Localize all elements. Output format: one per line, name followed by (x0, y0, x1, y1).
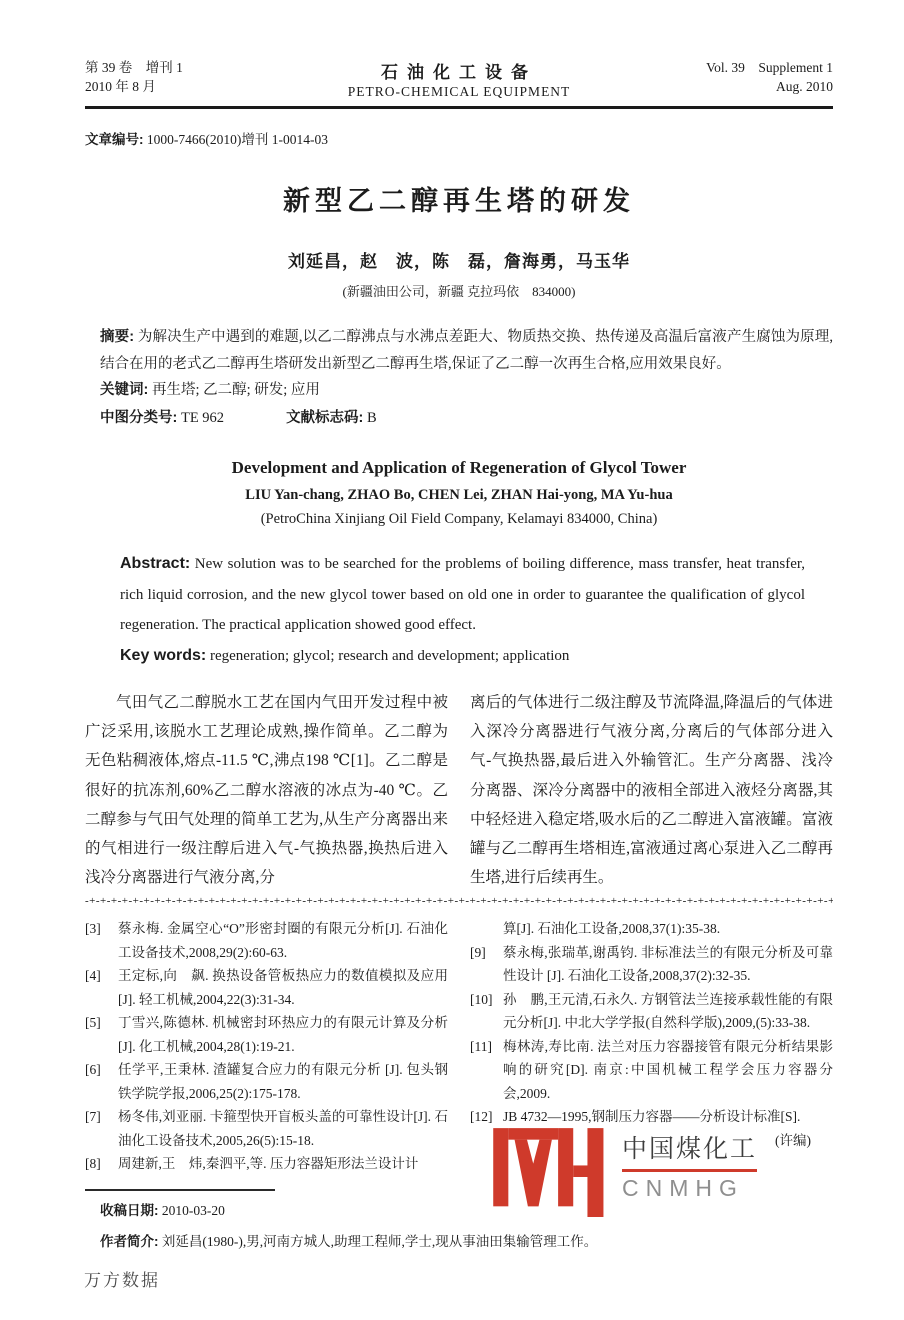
journal-volume-en-line2: Aug. 2010 (776, 79, 833, 94)
cnmhg-lettermark-icon (492, 1121, 610, 1217)
authors-cn: 刘延昌，赵 波，陈 磊，詹海勇，马玉华 (288, 252, 630, 271)
journal-volume-cn-line1: 第 39 卷 增刊 1 (85, 60, 183, 75)
abstract-cn-text: 为解决生产中遇到的难题,以乙二醇沸点与水沸点差距大、物质热交换、热传递及高温后富液产生腐蚀为原理,结合在用的老式乙二醇再生塔研发出新型乙二醇再生塔,保证了乙二醇一次再生合格,应用效果良好。 (100, 329, 833, 372)
body-columns (85, 688, 833, 892)
clc-line (85, 405, 833, 432)
reference-number: [7] (85, 1109, 101, 1125)
reference-item (85, 917, 448, 964)
reference-text: 杨冬伟,刘亚丽. 卡箍型快开盲板头盖的可靠性设计[J]. 石油化工设备技术,2005,26(5):15-18. (118, 1109, 448, 1148)
reference-number: [3] (85, 921, 101, 937)
footnote-rule (85, 1189, 275, 1191)
cnmhg-logo (492, 1121, 757, 1217)
cnmhg-logo-en: CNMHG (622, 1175, 744, 1201)
keywords-cn-text: 再生塔; 乙二醇; 研发; 应用 (148, 382, 320, 398)
paper-title-cn: 新型乙二醇再生塔的研发 (283, 186, 635, 216)
journal-volume-cn-line2: 2010 年 8 月 (85, 79, 156, 94)
journal-volume-en (663, 58, 833, 96)
reference-item (85, 1011, 448, 1058)
reference-item (85, 1105, 448, 1152)
article-number-line (85, 128, 833, 148)
reference-text: 任学平,王秉林. 渣罐复合应力的有限元分析 [J]. 包头钢铁学院学报,2006,25(2):175-178. (118, 1062, 448, 1101)
reference-text: 丁雪兴,陈德林. 机械密封环热应力的有限元计算及分析[J]. 化工机械,2004,28(1):19-21. (118, 1015, 448, 1054)
reference-text: 算[J]. 石油化工设备,2008,37(1):35-38. (503, 921, 721, 937)
body-text-right: 离后的气体进行二级注醇及节流降温,降温后的气体进入深冷分离器进行气液分离,分离后的气体部分进入气-气换热器,最后进入外输管汇。生产分离器、浅冷分离器、深冷分离器中的液相全部进入液烃分离器,其中轻烃进入稳定塔,吸水后的乙二醇进入富液罐。富液罐与乙二醇再生塔相连,富液通过离心泵进入乙二醇再生塔,进行后续再生。 (470, 694, 833, 887)
editor-note: (许编) (775, 1132, 811, 1148)
article-number-value: 1000-7466(2010)增刊 1-0014-03 (143, 132, 328, 147)
received-date-label: 收稿日期: (100, 1202, 159, 1218)
reference-item (85, 964, 448, 1011)
doc-code-value: B (363, 409, 377, 426)
reference-number: [4] (85, 968, 101, 984)
paper-title-en: Development and Application of Regeneration of Glycol Tower (231, 458, 687, 477)
clc-label: 中图分类号: (100, 409, 178, 426)
affiliation-en: (PetroChina Xinjiang Oil Field Company, Kelamayi 834000, China) (260, 511, 658, 527)
cnmhg-logo-text (622, 1121, 757, 1202)
reference-text: 蔡永梅. 金属空心“O”形密封圈的有限元分析[J]. 石油化工设备技术,2008,29(2):60-63. (118, 921, 448, 960)
reference-number: [5] (85, 1015, 101, 1031)
abstract-cn (85, 324, 833, 377)
reference-text: 周建新,王 炜,秦泗平,等. 压力容器矩形法兰设计计 (118, 1156, 419, 1172)
author-bio-line (85, 1231, 833, 1253)
received-date-value: 2010-03-20 (158, 1202, 225, 1218)
keywords-cn (85, 377, 833, 404)
reference-text: 梅林涛,寿比南. 法兰对压力容器接管有限元分析结果影响的研究[D]. 南京:中国机械工程学会压力容器分会,2009. (503, 1038, 833, 1101)
reference-text: JB 4732—1995,钢制压力容器——分析设计标准[S]. (503, 1109, 801, 1125)
journal-volume-en-line1: Vol. 39 Supplement 1 (706, 60, 833, 75)
journal-volume-cn (85, 58, 255, 96)
reference-item-continuation (470, 917, 833, 941)
journal-name-cn: 石油化工设备 (381, 63, 537, 82)
doc-code-label: 文献标志码: (286, 409, 364, 426)
journal-header (85, 58, 833, 100)
reference-text: 蔡永梅,张瑞革,谢禹钧. 非标准法兰的有限元分析及可靠性设计 [J]. 石油化工设备,2008,37(2):32-35. (503, 944, 833, 984)
affiliation-cn: (新疆油田公司，新疆 克拉玛依 834000) (342, 284, 576, 299)
author-bio-text: 刘延昌(1980-),男,河南方城人,助理工程师,学士,现从事油田集输管理工作。 (158, 1233, 598, 1249)
journal-name (255, 58, 663, 100)
cnmhg-logo-cn: 中国煤化工 (622, 1129, 757, 1172)
reference-text: 王定标,向 飙. 换热设备管板热应力的数值模拟及应用 [J]. 轻工机械,2004,22(3):31-34. (118, 968, 448, 1007)
wanfang-watermark: 万方数据 (84, 1271, 160, 1290)
reference-number: [6] (85, 1062, 101, 1078)
reference-item (470, 1035, 833, 1106)
clc-value: TE 962 (177, 409, 225, 426)
body-column-left (85, 688, 448, 892)
keywords-en-label: Key words: (120, 646, 207, 664)
abstract-en-text: New solution was to be searched for the problems of boiling difference, mass transfer, heat transfer, rich liquid corrosion, and the new glycol tower based on old one in order to guarantee the qualification of glycol regeneration. The practical application showed good effect. (120, 556, 805, 633)
reference-number: [9] (470, 944, 486, 960)
keywords-en (120, 641, 833, 672)
header-rule (85, 106, 833, 109)
keywords-cn-label: 关键词: (100, 382, 149, 398)
body-column-right (470, 688, 833, 892)
references-column-left (85, 917, 448, 1176)
reference-item (470, 988, 833, 1035)
author-bio-label: 作者简介: (100, 1233, 159, 1249)
reference-number: [12] (470, 1109, 493, 1125)
article-number-label: 文章编号: (85, 132, 144, 147)
reference-text: 孙 鹏,王元清,石永久. 方钢管法兰连接承载性能的有限元分析[J]. 中北大学学报(自然科学版),2009,(5):33-38. (503, 991, 833, 1031)
journal-name-en: PETRO-CHEMICAL EQUIPMENT (347, 84, 571, 99)
paper-page (85, 58, 833, 1253)
section-separator (85, 895, 833, 909)
abstract-cn-label: 摘要: (100, 329, 135, 345)
reference-number: [11] (470, 1038, 492, 1054)
abstract-en-label: Abstract: (120, 555, 191, 572)
body-text-left: 气田气乙二醇脱水工艺在国内气田开发过程中被广泛采用,该脱水工艺理论成熟,操作简单。乙二醇为无色粘稠液体,熔点-11.5 ℃,沸点198 ℃[1]。乙二醇是很好的抗冻剂,60%乙二醇水溶液的冰点为-40 ℃。乙二醇参与气田气处理的简单工艺为,从生产分离器出来的气相进行一级注醇后进入气-气换热器,换热后进入浅冷分离器进行气液分离,分 (85, 694, 448, 887)
keywords-en-text: regeneration; glycol; research and development; application (206, 647, 570, 664)
reference-number: [10] (470, 991, 493, 1007)
reference-item (85, 1152, 448, 1176)
authors-en: LIU Yan-chang, ZHAO Bo, CHEN Lei, ZHAN Hai-yong, MA Yu-hua (245, 487, 673, 503)
reference-number: [8] (85, 1156, 101, 1172)
abstract-en (120, 549, 805, 641)
reference-item (470, 941, 833, 988)
reference-item (85, 1058, 448, 1105)
